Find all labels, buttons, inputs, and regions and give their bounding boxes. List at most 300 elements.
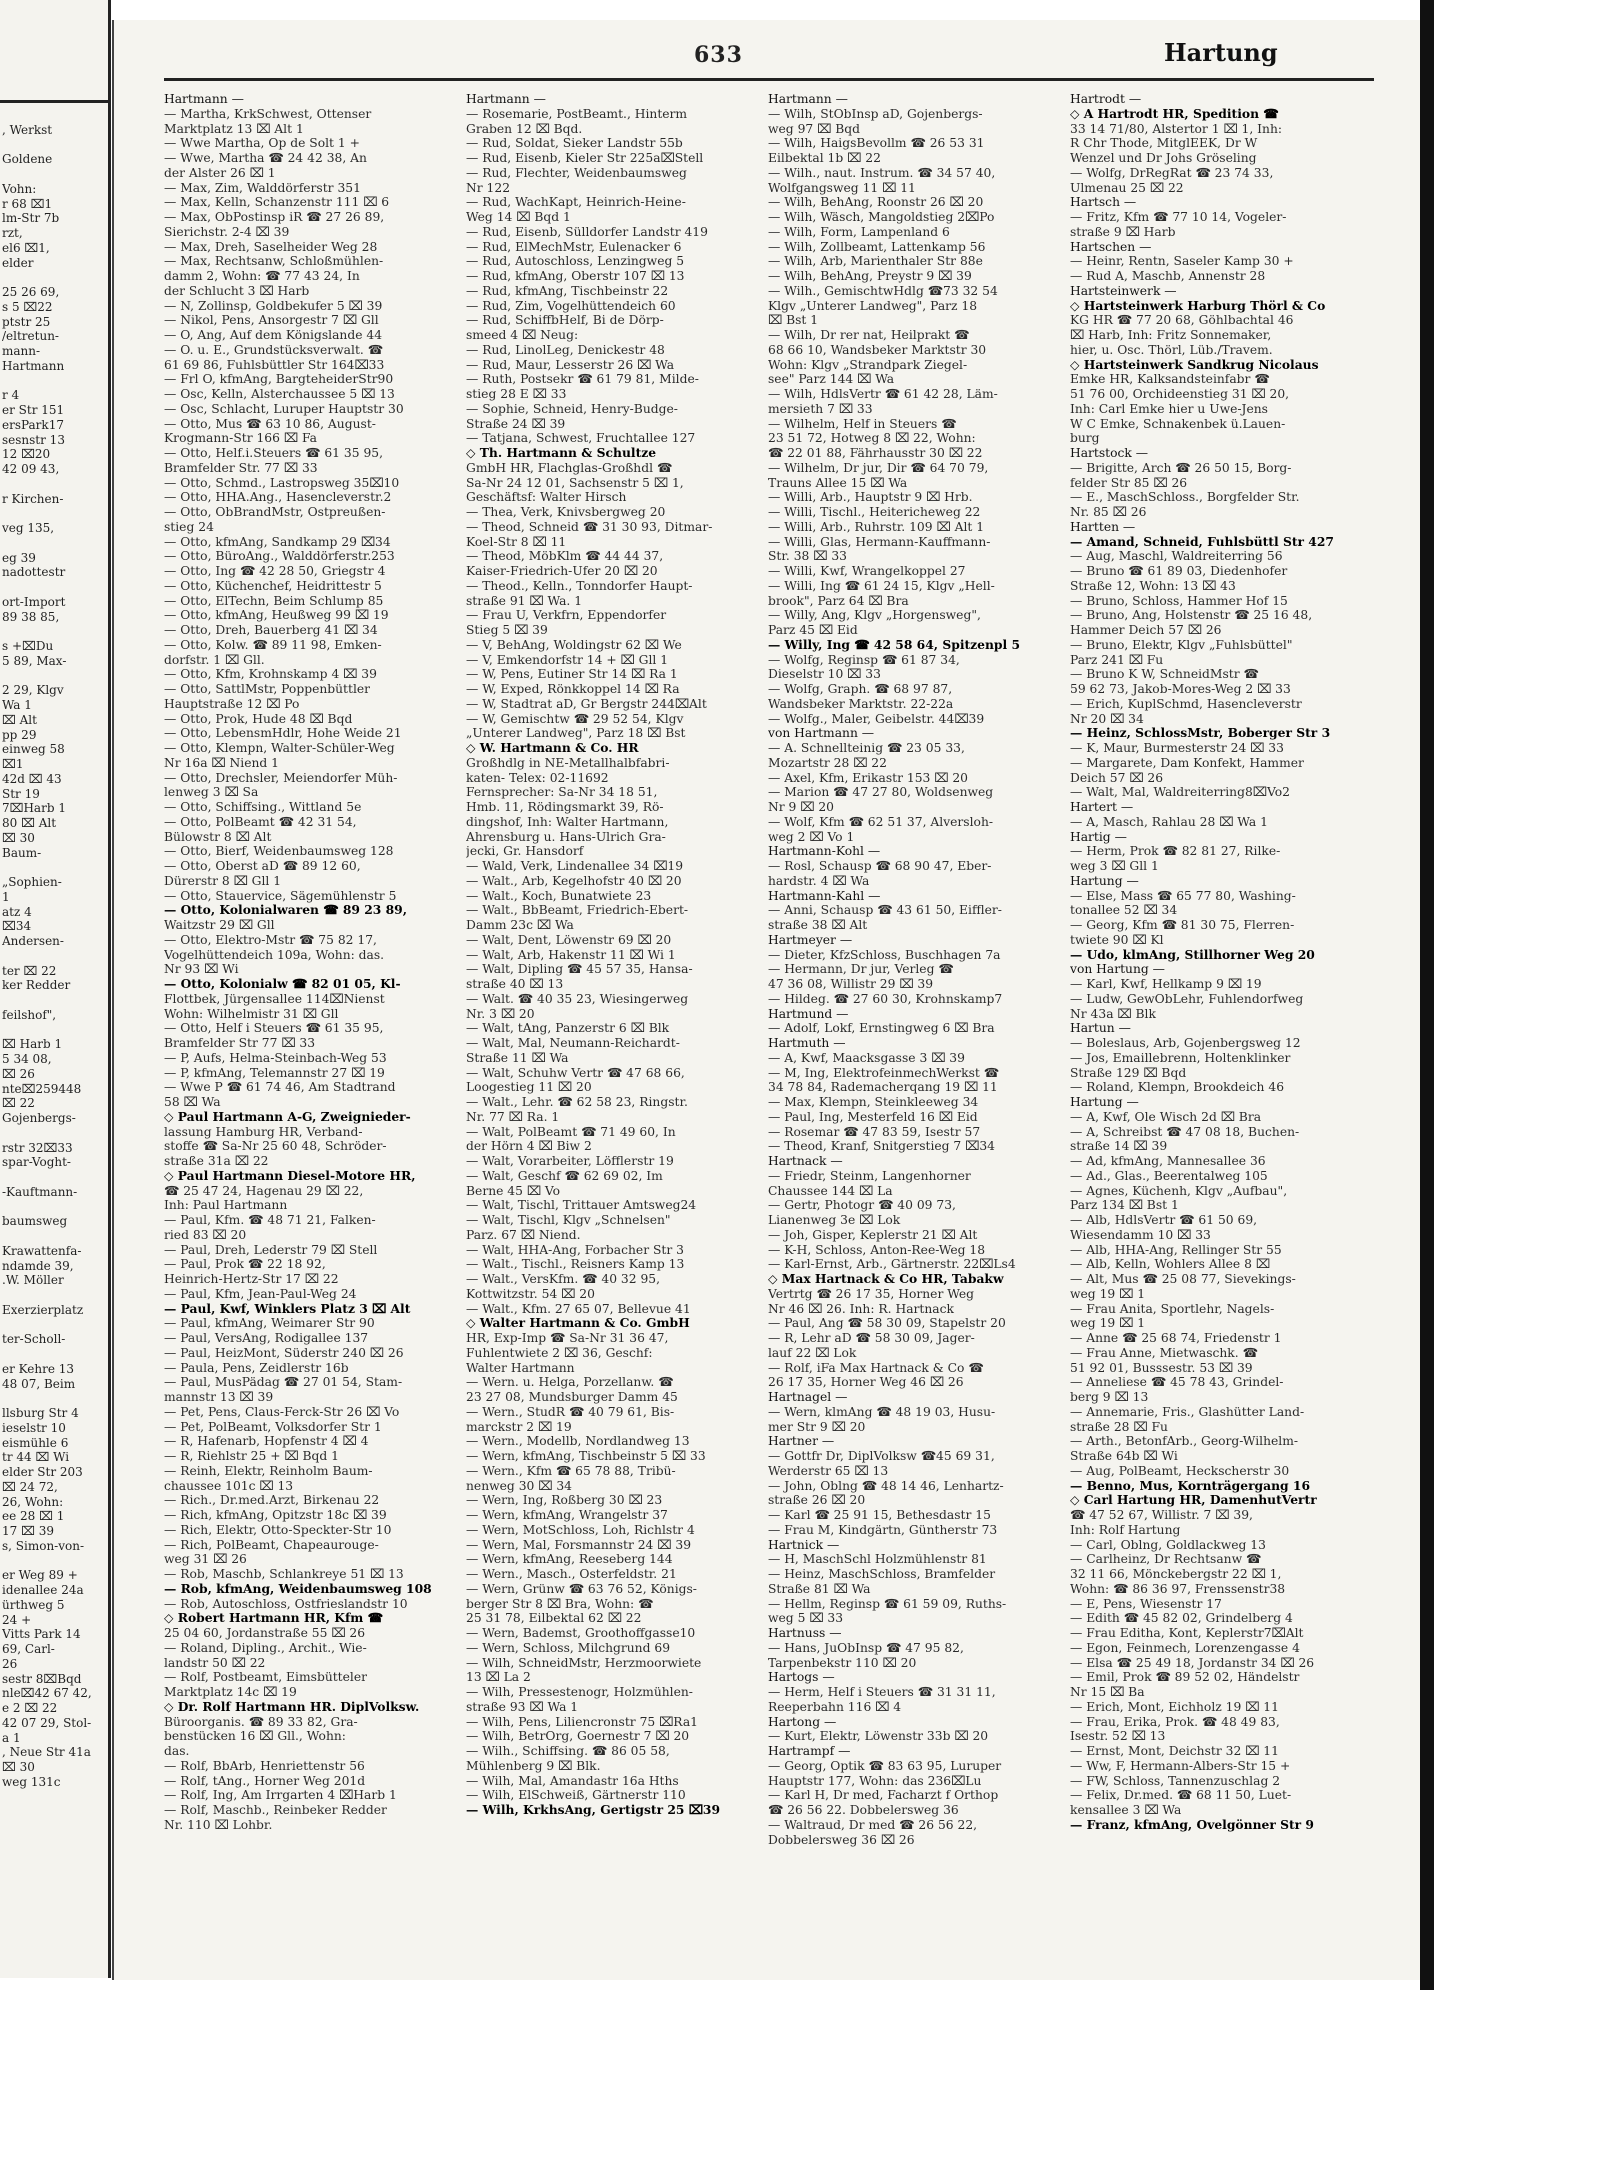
directory-entry-line: — Paul, Ing, Mesterfeld 16 ⌧ Eid bbox=[768, 1109, 978, 1124]
directory-entry-line: — Wald, Verk, Lindenallee 34 ⌧19 bbox=[466, 859, 684, 873]
directory-entry-line: Emke HR, Kalksandsteinfabr ☎ bbox=[1070, 372, 1270, 387]
directory-entry-line: — Egon, Feinmech, Lorenzengasse 4 bbox=[1070, 1640, 1300, 1655]
left-page-line: 69, Carl- bbox=[2, 1642, 55, 1656]
directory-entry-line: twiete 90 ⌧ Kl bbox=[1070, 932, 1164, 947]
directory-entry-line: smeed 4 ⌧ Neug: bbox=[466, 328, 579, 342]
directory-entry-line: berger Str 8 ⌧ Bra, Wohn: ☎ bbox=[466, 1596, 654, 1611]
directory-entry-line: — Max, Rechtsanw, Schloßmühlen- bbox=[164, 254, 384, 269]
directory-entry-line: — Theod., Kelln., Tonndorfer Haupt- bbox=[466, 578, 693, 593]
left-page-line: veg 135, bbox=[2, 521, 55, 535]
directory-entry-line: — Wilh, SchneidMstr, Herzmoorwiete bbox=[466, 1655, 702, 1670]
directory-entry-line: — Walt, Mal, Neumann-Reichardt- bbox=[466, 1036, 680, 1050]
left-page-line: er Weg 89 + bbox=[2, 1568, 78, 1583]
scan-margin bbox=[1420, 0, 1600, 2177]
directory-entry-line: — Max, Dreh, Saselheider Weg 28 bbox=[164, 239, 378, 254]
directory-entry-line: — Alt, Mus ☎ 25 08 77, Sievekings- bbox=[1070, 1272, 1296, 1286]
directory-entry-line: Loogestieg 11 ⌧ 20 bbox=[466, 1080, 592, 1095]
directory-entry-line: — Walt, Mal, Waldreiterring8⌧Vo2 bbox=[1070, 785, 1290, 800]
left-page-line: 17 ⌧ 39 bbox=[2, 1524, 54, 1538]
directory-entry-line: — Wern., Modellb, Nordlandweg 13 bbox=[466, 1434, 690, 1449]
directory-entry-line: Hartten — bbox=[1070, 519, 1136, 534]
directory-entry-line: Hartmann — bbox=[466, 92, 546, 106]
directory-entry-line: Hartmuth — bbox=[768, 1036, 846, 1050]
left-page-line: Baum- bbox=[2, 845, 42, 860]
left-page-line: atz 4 bbox=[2, 904, 32, 919]
directory-entry-line: 51 76 00, Orchideenstieg 31 ⌧ 20, bbox=[1070, 387, 1290, 401]
directory-entry-line: — Paul, Kfm, Jean-Paul-Weg 24 bbox=[164, 1286, 357, 1301]
left-page-line: s, Simon-von- bbox=[2, 1538, 85, 1553]
directory-entry-line: — Franz, kfmAng, Ovelgönner Str 9 bbox=[1070, 1817, 1314, 1832]
directory-entry-line: — Walt, HHA-Ang, Forbacher Str 3 bbox=[466, 1242, 684, 1257]
directory-entry-line: straße 40 ⌧ 13 bbox=[466, 977, 564, 991]
directory-entry-line: berg 9 ⌧ 13 bbox=[1070, 1390, 1149, 1404]
directory-entry-line: — Wern, kfmAng, Wrangelstr 37 bbox=[466, 1508, 668, 1522]
left-page-text bbox=[2, 108, 106, 1790]
directory-entry-line: 26 17 35, Horner Weg 46 ⌧ 26 bbox=[768, 1375, 964, 1390]
directory-entry-line: hardstr. 4 ⌧ Wa bbox=[768, 873, 870, 888]
directory-entry-line: landstr 50 ⌧ 22 bbox=[164, 1655, 266, 1670]
directory-entry-line: — Arth., BetonfArb., Georg-Wilhelm- bbox=[1070, 1434, 1299, 1449]
directory-entry-line: Straße 81 ⌧ Wa bbox=[768, 1581, 871, 1596]
directory-entry-line: GmbH HR, Flachglas-Großhdl ☎ bbox=[466, 460, 673, 475]
directory-entry-line: — Hans, JuObInsp ☎ 47 95 82, bbox=[768, 1640, 964, 1655]
directory-entry-line: W C Emke, Schnakenbek ü.Lauen- bbox=[1070, 416, 1286, 431]
left-page-line bbox=[2, 669, 106, 684]
directory-entry-line: — Willi, Glas, Hermann-Kauffmann- bbox=[768, 534, 991, 549]
left-page-line bbox=[2, 138, 106, 153]
directory-entry-line: Hartmund — bbox=[768, 1006, 849, 1021]
directory-entry-line: — Rud A, Maschb, Annenstr 28 bbox=[1070, 269, 1266, 283]
directory-entry-line: — Walt, Tischl, Klgv „Schnelsen" bbox=[466, 1213, 671, 1227]
left-page-line: weg 131c bbox=[2, 1774, 61, 1789]
directory-entry-line: — Marion ☎ 47 27 80, Woldsenweg bbox=[768, 785, 994, 800]
directory-entry-line: — Rosemar ☎ 47 83 59, Isestr 57 bbox=[768, 1124, 981, 1139]
directory-entry-line: — Otto, kfmAng, Sandkamp 29 ⌧34 bbox=[164, 534, 391, 549]
directory-entry-line: — Roland, Klempn, Brookdeich 46 bbox=[1070, 1080, 1285, 1095]
directory-entry-line: — Otto, Kolonialw ☎ 82 01 05, Kl- bbox=[164, 977, 401, 991]
directory-entry-line: — Frl O, kfmAng, BargteheiderStr90 bbox=[164, 372, 394, 387]
directory-entry-line: Großhdlg in NE-Metallhalbfabri- bbox=[466, 755, 670, 770]
directory-entry-line: Hartsteinwerk — bbox=[1070, 283, 1177, 298]
directory-entry-line: — Alb, Kelln, Wohlers Allee 8 ⌧ bbox=[1070, 1257, 1270, 1272]
directory-entry-line: ◇ Paul Hartmann A-G, Zweignieder- bbox=[164, 1109, 411, 1124]
directory-entry-line: Straße 129 ⌧ Bqd bbox=[1070, 1065, 1187, 1080]
directory-entry-line: ◇ Th. Hartmann & Schultze bbox=[466, 446, 657, 460]
directory-entry-line: — Otto, Kolw. ☎ 89 11 98, Emken- bbox=[164, 637, 382, 652]
directory-entry-line: Straße 12, Wohn: 13 ⌧ 43 bbox=[1070, 578, 1236, 593]
left-page-line bbox=[2, 506, 106, 521]
directory-entry-line: weg 19 ⌧ 1 bbox=[1070, 1286, 1146, 1301]
directory-entry-line: straße 38 ⌧ Alt bbox=[768, 918, 868, 932]
left-page-line: 48 07, Beim bbox=[2, 1376, 76, 1391]
directory-entry-line: — Bruno, Ang, Holstenstr ☎ 25 16 48, bbox=[1070, 608, 1313, 623]
directory-entry-line: — Walt., Tischl., Reisners Kamp 13 bbox=[466, 1257, 685, 1272]
directory-entry-line: — Rolf, Ing, Am Irrgarten 4 ⌧Harb 1 bbox=[164, 1788, 397, 1803]
directory-entry-line: — Otto, Helf i Steuers ☎ 61 35 95, bbox=[164, 1021, 384, 1036]
directory-entry-line: Hartner — bbox=[768, 1434, 835, 1449]
directory-entry-line: — Rolf, tAng., Horner Weg 201d bbox=[164, 1773, 366, 1788]
directory-entry-line: Chaussee 144 ⌧ La bbox=[768, 1183, 893, 1198]
directory-entry-line: — Walt., Arb, Kegelhofstr 40 ⌧ 20 bbox=[466, 873, 682, 888]
directory-entry-line: — Amand, Schneid, Fuhlsbüttl Str 427 bbox=[1070, 534, 1334, 549]
directory-entry-line: — Theod, MöbKlm ☎ 44 44 37, bbox=[466, 549, 664, 564]
left-page-line: Goldene bbox=[2, 152, 53, 167]
left-page-line: Gojenbergs- bbox=[2, 1111, 76, 1125]
left-page-line: 7⌧Harb 1 bbox=[2, 801, 66, 816]
left-page-line: eg 39 bbox=[2, 550, 36, 565]
directory-entry-line: — Carl, Oblng, Goldlackweg 13 bbox=[1070, 1537, 1266, 1552]
directory-entry-line: — Rich, kfmAng, Opitzstr 18c ⌧ 39 bbox=[164, 1508, 387, 1522]
directory-entry-line: — Wilhelm, Helf in Steuers ☎ bbox=[768, 416, 957, 431]
directory-entry-line: Dürerstr 8 ⌧ Gll 1 bbox=[164, 873, 282, 888]
directory-entry-line: Ahrensburg u. Hans-Ulrich Gra- bbox=[466, 829, 666, 844]
directory-entry-line: — Otto, SattlMstr, Poppenbüttler bbox=[164, 682, 371, 696]
directory-entry-line: — Willy, Ing ☎ 42 58 64, Spitzenpl 5 bbox=[768, 637, 1021, 652]
left-page-line: r 4 bbox=[2, 388, 20, 403]
directory-entry-line: Damm 23c ⌧ Wa bbox=[466, 918, 574, 932]
directory-entry-line: Parz 45 ⌧ Eid bbox=[768, 623, 858, 637]
directory-entry-line: katen- Telex: 02-11692 bbox=[466, 770, 609, 785]
left-page-line: ter-Scholl- bbox=[2, 1332, 66, 1347]
directory-entry-line: — Willy, Ang, Klgv „Horgensweg", bbox=[768, 608, 981, 623]
left-page-line: 89 38 85, bbox=[2, 609, 60, 624]
directory-column-4 bbox=[1070, 92, 1353, 1833]
left-page-line: er Kehre 13 bbox=[2, 1361, 75, 1376]
directory-entry-line: — Walt, tAng, Panzerstr 6 ⌧ Blk bbox=[466, 1021, 670, 1036]
page-number: 633 bbox=[694, 42, 743, 68]
left-page-line: idenallee 24a bbox=[2, 1583, 84, 1597]
left-page-line: Exerzierplatz bbox=[2, 1302, 84, 1317]
directory-entry-line: Hartnack — bbox=[768, 1154, 843, 1168]
directory-entry-line: Dobbelersweg 36 ⌧ 26 bbox=[768, 1832, 915, 1847]
directory-entry-line: Mühlenberg 9 ⌧ Blk. bbox=[466, 1758, 601, 1773]
left-page-line: ⌧ Alt bbox=[2, 712, 37, 727]
left-page-line: pp 29 bbox=[2, 727, 37, 742]
directory-entry-line: Walter Hartmann bbox=[466, 1360, 575, 1375]
directory-entry-line: — Ernst, Mont, Deichstr 32 ⌧ 11 bbox=[1070, 1744, 1279, 1758]
directory-entry-line: Wolfgangsweg 11 ⌧ 11 bbox=[768, 180, 916, 195]
directory-entry-line: ☎ 47 52 67, Willistr. 7 ⌧ 39, bbox=[1070, 1508, 1253, 1522]
directory-entry-line: „Unterer Landweg", Parz 18 ⌧ Bst bbox=[466, 726, 686, 741]
directory-entry-line: Flottbek, Jürgensallee 114⌧Nienst bbox=[164, 991, 385, 1006]
left-page-line: , Neue Str 41a bbox=[2, 1745, 91, 1760]
directory-entry-line: ◇ Hartsteinwerk Harburg Thörl & Co bbox=[1070, 298, 1326, 313]
directory-entry-line: — Otto, Helf.i.Steuers ☎ 61 35 95, bbox=[164, 446, 384, 460]
directory-entry-line: Nr 9 ⌧ 20 bbox=[768, 800, 835, 814]
left-page-line: elder bbox=[2, 255, 34, 270]
directory-entry-line: — Waltraud, Dr med ☎ 26 56 22, bbox=[768, 1817, 978, 1832]
left-page-line: einweg 58 bbox=[2, 742, 65, 757]
directory-entry-line: Bülowstr 8 ⌧ Alt bbox=[164, 829, 272, 844]
directory-entry-line: R Chr Thode, MitglEEK, Dr W bbox=[1070, 136, 1258, 151]
directory-entry-line: — Walt. ☎ 40 35 23, Wiesingerweg bbox=[466, 991, 689, 1006]
directory-entry-line: — Otto, PolBeamt ☎ 42 31 54, bbox=[164, 814, 357, 829]
directory-entry-line: ☎ 26 56 22. Dobbelersweg 36 bbox=[768, 1803, 959, 1817]
left-page-line: rzt, bbox=[2, 226, 23, 240]
directory-entry-line: — W, Gemischtw ☎ 29 52 54, Klgv bbox=[466, 711, 684, 726]
directory-entry-line: — Rosl, Schausp ☎ 68 90 47, Eber- bbox=[768, 859, 992, 873]
directory-entry-line: — Wern., Kfm ☎ 65 78 88, Tribü- bbox=[466, 1463, 676, 1478]
directory-entry-line: 33 14 71/80, Alstertor 1 ⌧ 1, Inh: bbox=[1070, 121, 1283, 136]
directory-entry-line: 34 78 84, Rademacherqang 19 ⌧ 11 bbox=[768, 1080, 998, 1095]
directory-entry-line: Hartmeyer — bbox=[768, 932, 853, 947]
directory-entry-line: — Fritz, Kfm ☎ 77 10 14, Vogeler- bbox=[1070, 210, 1287, 224]
directory-entry-line: — Frau U, Verkfrn, Eppendorfer bbox=[466, 608, 667, 623]
left-page-line bbox=[2, 624, 106, 639]
directory-entry-line: — Ww, F, Hermann-Albers-Str 15 + bbox=[1070, 1758, 1291, 1773]
left-page-line: ürthweg 5 bbox=[2, 1597, 65, 1612]
directory-entry-line: — K, Maur, Burmesterstr 24 ⌧ 33 bbox=[1070, 741, 1284, 755]
directory-entry-line: — Rud, kfmAng, Tischbeinstr 22 bbox=[466, 283, 669, 298]
left-page-line: ter ⌧ 22 bbox=[2, 963, 57, 978]
left-page-line: ee 28 ⌧ 1 bbox=[2, 1509, 65, 1524]
directory-entry-line: Marktplatz 13 ⌧ Alt 1 bbox=[164, 121, 304, 136]
left-page-line: elder Str 203 bbox=[2, 1465, 83, 1479]
directory-entry-line: — Wern., Masch., Osterfeldstr. 21 bbox=[466, 1567, 677, 1581]
directory-entry-line: ⌧ Harb, Inh: Fritz Sonnemaker, bbox=[1070, 328, 1272, 342]
left-page-line: llsburg Str 4 bbox=[2, 1406, 79, 1420]
directory-entry-line: — Paul, Prok ☎ 22 18 92, bbox=[164, 1257, 326, 1272]
directory-entry-line: — Wilh, HaigsBevollm ☎ 26 53 31 bbox=[768, 136, 985, 151]
directory-entry-line: — Edith ☎ 45 82 02, Grindelberg 4 bbox=[1070, 1611, 1293, 1626]
left-page-line: rstr 32⌧33 bbox=[2, 1140, 73, 1155]
directory-entry-line: — Aug, Maschl, Waldreiterring 56 bbox=[1070, 549, 1283, 564]
directory-entry-line: — Wern, Grünw ☎ 63 76 52, Königs- bbox=[466, 1581, 697, 1596]
directory-entry-line: — Frau, Erika, Prok. ☎ 48 49 83, bbox=[1070, 1714, 1280, 1729]
directory-entry-line: brook", Parz 64 ⌧ Bra bbox=[768, 593, 909, 608]
directory-entry-line: Waitzstr 29 ⌧ Gll bbox=[164, 918, 275, 932]
directory-entry-line: — Nikol, Pens, Ansorgestr 7 ⌧ Gll bbox=[164, 313, 379, 328]
directory-entry-line: Inh: Rolf Hartung bbox=[1070, 1522, 1181, 1537]
directory-entry-line: — Otto, Küchenchef, Heidrittestr 5 bbox=[164, 578, 382, 593]
directory-entry-line: — R, Lehr aD ☎ 58 30 09, Jager- bbox=[768, 1331, 975, 1345]
left-page-line: 80 ⌧ Alt bbox=[2, 816, 57, 830]
directory-entry-line: see" Parz 144 ⌧ Wa bbox=[768, 372, 895, 387]
directory-entry-line: von Hartmann — bbox=[768, 726, 875, 741]
left-page-line: 5 34 08, bbox=[2, 1052, 52, 1066]
directory-entry-line: — Wern, Ing, Roßberg 30 ⌧ 23 bbox=[466, 1493, 663, 1508]
directory-entry-line: der Hörn 4 ⌧ Biw 2 bbox=[466, 1139, 592, 1154]
left-page-line: ⌧34 bbox=[2, 919, 32, 934]
directory-entry-line: hier, u. Osc. Thörl, Lüb./Travem. bbox=[1070, 342, 1273, 357]
directory-entry-line: Sierichstr. 2-4 ⌧ 39 bbox=[164, 224, 290, 239]
directory-entry-line: — Georg, Kfm ☎ 81 30 75, Flerren- bbox=[1070, 918, 1295, 932]
directory-entry-line: von Hartung — bbox=[1070, 962, 1165, 977]
directory-entry-line: Marktplatz 14c ⌧ 19 bbox=[164, 1685, 297, 1699]
directory-entry-line: straße 9 ⌧ Harb bbox=[1070, 224, 1176, 239]
directory-entry-line: Vertrtg ☎ 26 17 35, Horner Weg bbox=[768, 1286, 975, 1301]
left-page-line: el6 ⌧1, bbox=[2, 240, 50, 255]
directory-entry-line: Kaiser-Friedrich-Ufer 20 ⌧ 20 bbox=[466, 564, 658, 578]
directory-entry-line: — Otto, Oberst aD ☎ 89 12 60, bbox=[164, 859, 361, 873]
directory-entry-line: Wenzel und Dr Johs Gröseling bbox=[1070, 151, 1257, 165]
directory-entry-line: Nr 46 ⌧ 26. Inh: R. Hartnack bbox=[768, 1301, 954, 1316]
directory-entry-line: — Heinr, Rentn, Saseler Kamp 30 + bbox=[1070, 254, 1294, 269]
directory-entry-line: KG HR ☎ 77 20 68, Göhlbachtal 46 bbox=[1070, 313, 1294, 328]
directory-entry-line: dorfstr. 1 ⌧ Gll. bbox=[164, 652, 265, 667]
directory-entry-line: — Frau Editha, Kont, Keplerstr7⌧Alt bbox=[1070, 1626, 1304, 1640]
directory-entry-line: — Bruno ☎ 61 89 03, Diedenhofer bbox=[1070, 564, 1288, 578]
left-page-line: ⌧ 30 bbox=[2, 830, 35, 845]
directory-entry-line: — Wilh, BehAng, Preystr 9 ⌧ 39 bbox=[768, 269, 972, 283]
directory-entry-line: — E, Pens, Wiesenstr 17 bbox=[1070, 1596, 1222, 1611]
directory-entry-line: — Bruno K W, SchneidMstr ☎ bbox=[1070, 667, 1259, 682]
directory-entry-line: — Wern. u. Helga, Porzellanw. ☎ bbox=[466, 1375, 674, 1390]
directory-entry-line: — Walt, Arb, Hakenstr 11 ⌧ Wi 1 bbox=[466, 947, 676, 962]
left-page-line: mann- bbox=[2, 344, 41, 358]
left-page-line bbox=[2, 860, 106, 875]
directory-entry-line: — Wilh, Arb, Marienthaler Str 88e bbox=[768, 254, 983, 269]
directory-entry-line: Krogmann-Str 166 ⌧ Fa bbox=[164, 431, 317, 446]
directory-entry-line: — Martha, KrkSchwest, Ottenser bbox=[164, 106, 372, 121]
directory-entry-line: — Rolf, Postbeamt, Eimsbütteler bbox=[164, 1670, 367, 1685]
directory-entry-line: Eilbektal 1b ⌧ 22 bbox=[768, 151, 881, 165]
directory-entry-line: — W, Pens, Eutiner Str 14 ⌧ Ra 1 bbox=[466, 667, 678, 682]
directory-entry-line: — Erich, Mont, Eichholz 19 ⌧ 11 bbox=[1070, 1699, 1279, 1714]
directory-entry-line: — Rob, kfmAng, Weidenbaumsweg 108 bbox=[164, 1581, 432, 1596]
directory-entry-line: Hartsch — bbox=[1070, 195, 1137, 210]
directory-entry-line: — Walt, Geschf ☎ 62 69 02, Im bbox=[466, 1168, 663, 1183]
directory-entry-line: Hartrodt — bbox=[1070, 92, 1142, 106]
directory-entry-line: — Paul, HeizMont, Süderstr 240 ⌧ 26 bbox=[164, 1345, 404, 1360]
directory-entry-line: — K-H, Schloss, Anton-Ree-Weg 18 bbox=[768, 1242, 986, 1257]
directory-entry-line: Berne 45 ⌧ Vo bbox=[466, 1183, 561, 1198]
left-page-line: sestr 8⌧Bqd bbox=[2, 1671, 82, 1686]
directory-entry-line: ◇ Dr. Rolf Hartmann HR. DiplVolksw. bbox=[164, 1699, 420, 1714]
directory-entry-line: — Wern, Bademst, Groothoffgasse10 bbox=[466, 1626, 696, 1640]
directory-entry-line: Hmb. 11, Rödingsmarkt 39, Rö- bbox=[466, 800, 664, 814]
directory-entry-line: — V, BehAng, Woldingstr 62 ⌧ We bbox=[466, 637, 682, 652]
directory-entry-line: — Theod, Schneid ☎ 31 30 93, Ditmar- bbox=[466, 519, 713, 534]
directory-entry-line: — A, Schreibst ☎ 47 08 18, Buchen- bbox=[1070, 1124, 1300, 1139]
directory-entry-line: — Paul, VersAng, Rodigallee 137 bbox=[164, 1331, 369, 1345]
directory-entry-line: — Frau Anne, Mietwaschk. ☎ bbox=[1070, 1345, 1258, 1360]
left-page-line: Wa 1 bbox=[2, 698, 32, 712]
directory-entry-line: Wiesendamm 10 ⌧ 33 bbox=[1070, 1227, 1211, 1242]
left-page-line: baumsweg bbox=[2, 1214, 68, 1229]
left-page-line: 12 ⌧20 bbox=[2, 447, 51, 462]
directory-entry-line: stieg 24 bbox=[164, 519, 214, 534]
left-page-line: 42 09 43, bbox=[2, 462, 60, 476]
directory-entry-line: — Rud, Maur, Lesserstr 26 ⌧ Wa bbox=[466, 357, 675, 372]
directory-entry-line: Nr 16a ⌧ Niend 1 bbox=[164, 755, 280, 770]
directory-entry-line: marckstr 2 ⌧ 19 bbox=[466, 1419, 572, 1434]
directory-entry-line: Parz. 67 ⌧ Niend. bbox=[466, 1227, 581, 1242]
left-page-line bbox=[2, 1170, 106, 1185]
directory-entry-line: — Carlheinz, Dr Rechtsanw ☎ bbox=[1070, 1552, 1262, 1567]
directory-entry-line: Wohn: Wilhelmistr 31 ⌧ Gll bbox=[164, 1006, 339, 1021]
directory-entry-line: 25 04 60, Jordanstraße 55 ⌧ 26 bbox=[164, 1626, 366, 1640]
directory-entry-line: — Wilh, Wäsch, Mangoldstieg 2⌧Po bbox=[768, 210, 995, 224]
left-page-line: /eltretun- bbox=[2, 329, 59, 344]
directory-entry-line: — Boleslaus, Arb, Gojenbergsweg 12 bbox=[1070, 1036, 1301, 1050]
left-page-line bbox=[2, 1023, 106, 1038]
directory-entry-line: Hartmann-Kahl — bbox=[768, 888, 881, 903]
left-page-line bbox=[2, 1229, 106, 1244]
directory-entry-line: mer Str 9 ⌧ 20 bbox=[768, 1419, 866, 1434]
directory-entry-line: Hartig — bbox=[1070, 829, 1127, 844]
left-page-line bbox=[2, 1391, 106, 1406]
left-page-line: er Str 151 bbox=[2, 403, 65, 417]
directory-entry-line: ☎ 25 47 24, Hagenau 29 ⌧ 22, bbox=[164, 1183, 364, 1198]
directory-entry-line: — Bruno, Schloss, Hammer Hof 15 bbox=[1070, 593, 1288, 608]
directory-entry-line: — Paul, Ang ☎ 58 30 09, Stapelstr 20 bbox=[768, 1316, 1006, 1331]
left-page-line bbox=[2, 270, 106, 285]
directory-entry-line: — Wern, kfmAng, Reeseberg 144 bbox=[466, 1552, 673, 1567]
header-rule bbox=[164, 78, 1374, 81]
directory-entry-line: — Otto, Stauervice, Sägemühlenstr 5 bbox=[164, 888, 397, 903]
left-page-line: ⌧ 26 bbox=[2, 1066, 35, 1081]
directory-entry-line: — W, Exped, Rönkkoppel 14 ⌧ Ra bbox=[466, 682, 680, 696]
left-page-line: lm-Str 7b bbox=[2, 211, 60, 226]
directory-entry-line: — Osc, Schlacht, Luruper Hauptstr 30 bbox=[164, 401, 404, 416]
left-page-line: nle⌧42 67 42, bbox=[2, 1686, 92, 1701]
left-page-line: 42 07 29, Stol- bbox=[2, 1715, 92, 1730]
directory-entry-line: — Rob, Maschb, Schlankreye 51 ⌧ 13 bbox=[164, 1567, 404, 1581]
directory-entry-line: — Ad., Glas., Beerentalweg 105 bbox=[1070, 1168, 1268, 1183]
directory-entry-line: — Otto, kfmAng, Heußweg 99 ⌧ 19 bbox=[164, 608, 389, 623]
directory-entry-line: — Alb, HHA-Ang, Rellinger Str 55 bbox=[1070, 1242, 1282, 1257]
directory-entry-line: — Erich, KuplSchmd, Hasencleverstr bbox=[1070, 696, 1302, 711]
directory-entry-line: — H, MaschSchl Holzmühlenstr 81 bbox=[768, 1552, 987, 1567]
directory-entry-line: — Else, Mass ☎ 65 77 80, Washing- bbox=[1070, 888, 1296, 903]
directory-entry-line: Isestr. 52 ⌧ 13 bbox=[1070, 1729, 1166, 1744]
directory-entry-line: — Heinz, MaschSchloss, Bramfelder bbox=[768, 1567, 996, 1581]
directory-entry-line: Tarpenbekstr 110 ⌧ 20 bbox=[768, 1655, 917, 1670]
directory-entry-line: — Wilh., GemischtwHdlg ☎73 32 54 bbox=[768, 283, 998, 298]
directory-entry-line: — Wilh, Pressestenogr, Holzmühlen- bbox=[466, 1685, 693, 1699]
directory-entry-line: Klgv „Unterer Landweg", Parz 18 bbox=[768, 298, 978, 313]
directory-entry-line: Koel-Str 8 ⌧ 11 bbox=[466, 534, 567, 549]
directory-entry-line: — Alb, HdlsVertr ☎ 61 50 69, bbox=[1070, 1213, 1258, 1227]
directory-entry-line: 61 69 86, Fuhlsbüttler Str 164⌧33 bbox=[164, 357, 385, 372]
left-page-line: e 2 ⌧ 22 bbox=[2, 1701, 58, 1715]
directory-entry-line: ◇ W. Hartmann & Co. HR bbox=[466, 741, 639, 755]
directory-entry-line: — Anne ☎ 25 68 74, Friedenstr 1 bbox=[1070, 1331, 1282, 1345]
left-page-line: Str 19 bbox=[2, 786, 40, 801]
left-page-line: Vohn: bbox=[2, 181, 37, 196]
directory-entry-line: ◇ A Hartrodt HR, Spedition ☎ bbox=[1070, 106, 1279, 121]
directory-entry-line: — Wilh, BehAng, Roonstr 26 ⌧ 20 bbox=[768, 195, 984, 210]
directory-entry-line: — Otto, HHA.Ang., Hasencleverstr.2 bbox=[164, 490, 392, 505]
directory-entry-line: — Wilh, HdlsVertr ☎ 61 42 28, Läm- bbox=[768, 387, 998, 401]
directory-entry-line: Heinrich-Hertz-Str 17 ⌧ 22 bbox=[164, 1272, 339, 1286]
left-page-line: , Werkst bbox=[2, 122, 53, 137]
directory-entry-line: Kottwitzstr. 54 ⌧ 20 bbox=[466, 1286, 595, 1301]
directory-entry-line: — Wilh, StObInsp aD, Gojenbergs- bbox=[768, 106, 983, 121]
directory-entry-line: — Paul, Dreh, Lederstr 79 ⌧ Stell bbox=[164, 1242, 378, 1257]
directory-entry-line: Ulmenau 25 ⌧ 22 bbox=[1070, 180, 1184, 195]
directory-entry-line: ☎ 22 01 88, Fährhausstr 30 ⌧ 22 bbox=[768, 446, 983, 460]
directory-entry-line: — Tatjana, Schwest, Fruchtallee 127 bbox=[466, 431, 696, 446]
directory-entry-line: — Adolf, Lokf, Ernstingweg 6 ⌧ Bra bbox=[768, 1021, 995, 1036]
directory-entry-line: — Bruno, Elektr, Klgv „Fuhlsbüttel" bbox=[1070, 637, 1293, 652]
directory-entry-line: 68 66 10, Wandsbeker Marktstr 30 bbox=[768, 342, 987, 357]
left-page-line: „Sophien- bbox=[2, 875, 62, 889]
directory-entry-line: — Rud, LinolLeg, Denickestr 48 bbox=[466, 342, 665, 357]
left-page-line bbox=[2, 1126, 106, 1141]
left-page-line: ⌧ 30 bbox=[2, 1760, 35, 1774]
directory-entry-line: straße 91 ⌧ Wa. 1 bbox=[466, 593, 583, 608]
directory-entry-line: — Otto, ElTechn, Beim Schlump 85 bbox=[164, 593, 384, 608]
directory-entry-line: — Otto, Dreh, Bauerberg 41 ⌧ 34 bbox=[164, 623, 378, 637]
directory-entry-line: — Paul, Kfm. ☎ 48 71 21, Falken- bbox=[164, 1213, 376, 1227]
directory-entry-line: — Rolf, BbArb, Henriettenstr 56 bbox=[164, 1758, 365, 1773]
directory-entry-line: — Karl, Kwf, Hellkamp 9 ⌧ 19 bbox=[1070, 977, 1262, 991]
directory-entry-line: — O, Ang, Auf dem Königslande 44 bbox=[164, 328, 383, 342]
directory-entry-line: ◇ Hartsteinwerk Sandkrug Nicolaus bbox=[1070, 357, 1319, 372]
directory-entry-line: burg bbox=[1070, 431, 1100, 446]
